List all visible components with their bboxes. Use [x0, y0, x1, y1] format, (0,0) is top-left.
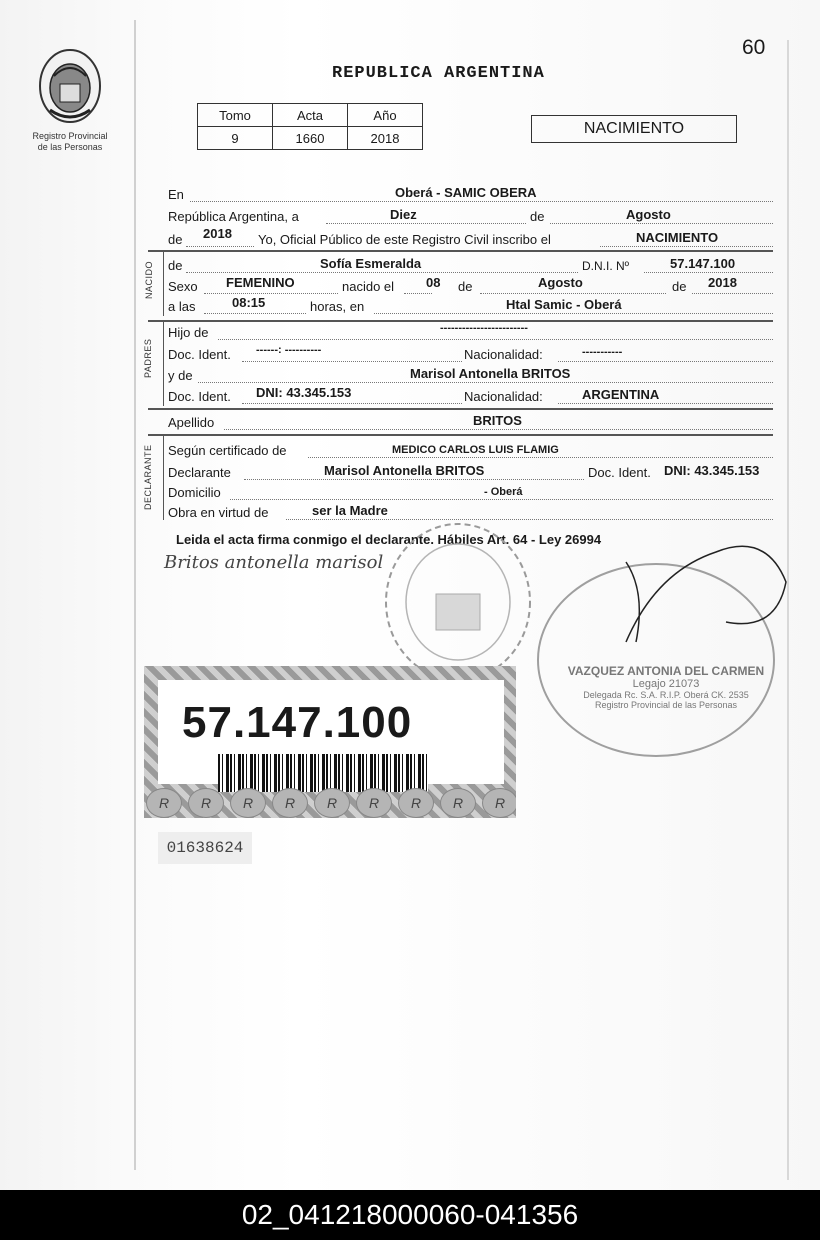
security-coin-icon: R: [188, 788, 224, 818]
dotted-leader: [558, 361, 773, 362]
label-obra: Obra en virtud de: [168, 505, 269, 520]
dotted-leader: [326, 223, 526, 224]
label-hora: a las: [168, 299, 196, 314]
serial-number: 01638624: [158, 832, 252, 864]
security-coin-icon: R: [314, 788, 350, 818]
label-nac1: Nacionalidad:: [464, 347, 543, 362]
label-sexo: Sexo: [168, 279, 198, 294]
bracket-padres: [163, 322, 164, 406]
official-stamp-legajo: Legajo 21073: [632, 678, 700, 690]
label-nac2: Nacionalidad:: [464, 389, 543, 404]
security-coin-icon: R: [440, 788, 476, 818]
section-label-padres: PADRES: [143, 338, 153, 378]
value-doc1: ------: ----------: [256, 344, 322, 356]
record-table-value-acta: 1660: [273, 127, 348, 150]
section-label-declarante: DECLARANTE: [143, 444, 153, 510]
record-table: [197, 103, 423, 150]
label-doc2: Doc. Ident.: [168, 389, 231, 404]
label-yde: y de: [168, 368, 193, 383]
value-day: Diez: [390, 207, 417, 222]
value-month: Agosto: [626, 207, 671, 222]
line-certificado: [168, 438, 773, 460]
line-doc2: [168, 384, 773, 406]
record-table-header-acta: Acta: [273, 104, 348, 127]
record-table-value-anio: 2018: [348, 127, 423, 150]
value-dni: 57.147.100: [670, 256, 736, 271]
label-de-name: de: [168, 258, 183, 273]
label-declarante: Declarante: [168, 465, 231, 480]
page-title: REPUBLICA ARGENTINA: [332, 64, 545, 83]
label-certificado: Según certificado de: [168, 443, 287, 458]
security-coin-icon: R: [398, 788, 434, 818]
value-doc2: DNI: 43.345.153: [256, 385, 352, 400]
official-stamp-role: Delegada Rc. S.A. R.I.P. Oberá CK. 2535: [583, 690, 749, 700]
label-nacido: nacido el: [342, 279, 395, 294]
line-sexo: [168, 274, 773, 296]
dotted-leader: [186, 246, 254, 247]
label-apellido: Apellido: [168, 415, 215, 430]
value-act: NACIMIENTO: [636, 230, 719, 245]
line-hijo: [168, 320, 773, 342]
security-pattern: [144, 788, 516, 818]
value-decl-doc: DNI: 43.345.153: [664, 463, 760, 478]
security-coin-icon: R: [230, 788, 266, 818]
logo-caption-line2: de las Personas: [37, 142, 103, 152]
security-coin-icon: R: [272, 788, 308, 818]
label-dni: D.N.I. Nº: [582, 259, 630, 273]
barcode-bars-icon: [218, 754, 428, 792]
label-republica: República Argentina, a: [168, 209, 299, 224]
line-year: [168, 227, 773, 249]
dotted-leader: [204, 313, 306, 314]
dotted-leader: [308, 457, 773, 458]
label-de-birth: de: [458, 279, 473, 294]
record-table-value-tomo: 9: [198, 127, 273, 150]
value-sexo: FEMENINO: [226, 275, 295, 290]
dotted-leader: [558, 403, 773, 404]
official-stamp: [556, 664, 776, 710]
label-en: En: [168, 187, 184, 202]
value-hijo: ------------------------: [440, 322, 528, 334]
official-stamp-registry: Registro Provincial de las Personas: [594, 700, 738, 710]
section-divider-nacido: [148, 250, 773, 252]
dotted-leader: [186, 272, 578, 273]
label-yo: Yo, Oficial Público de este Registro Civil inscribo el: [258, 232, 551, 247]
record-table-header-anio: Año: [348, 104, 423, 127]
dotted-leader: [600, 246, 773, 247]
record-table-header-tomo: Tomo: [198, 104, 273, 127]
provincial-seal-icon: [36, 46, 104, 126]
left-margin-rule: [134, 20, 136, 1170]
official-stamp-name: VAZQUEZ ANTONIA DEL CARMEN: [567, 664, 765, 678]
line-en: [168, 182, 773, 204]
value-obra: ser la Madre: [312, 503, 388, 518]
dotted-leader: [198, 382, 773, 383]
value-year: 2018: [203, 226, 232, 241]
value-madre: Marisol Antonella BRITOS: [410, 366, 571, 381]
value-en: Oberá - SAMIC OBERA: [395, 185, 537, 200]
label-horas-en: horas, en: [310, 299, 365, 314]
value-domicilio: - Oberá: [484, 486, 523, 498]
label-decl-doc: Doc. Ident.: [588, 465, 651, 480]
line-republica: [168, 204, 773, 226]
line-hora: [168, 294, 773, 316]
record-table-header-row: [198, 104, 423, 127]
dotted-leader: [242, 403, 462, 404]
reading-statement: Leida el acta firma conmigo el declarante. Hábiles Art. 64 - Ley 26994: [176, 532, 602, 547]
label-domicilio: Domicilio: [168, 485, 221, 500]
line-doc1: [168, 342, 773, 364]
security-coin-icon: R: [356, 788, 392, 818]
value-birth-day: 08: [426, 275, 441, 290]
dotted-leader: [218, 339, 773, 340]
dotted-leader: [224, 429, 773, 430]
section-divider-declarante: [148, 434, 773, 436]
dotted-leader: [242, 361, 462, 362]
logo-caption: [15, 131, 125, 153]
bracket-declarante: [163, 436, 164, 520]
barcode-panel: [158, 680, 504, 784]
line-apellido: [168, 410, 773, 432]
value-lugar: Htal Samic - Oberá: [506, 297, 622, 312]
label-de: de: [530, 209, 545, 224]
declarant-signature: Britos antonella marisol: [164, 552, 384, 573]
value-name: Sofía Esmeralda: [320, 256, 422, 271]
official-signature-icon: [536, 492, 792, 760]
footer-document-id: 02_041218000060-041356: [241, 1199, 579, 1230]
bracket-nacido: [163, 252, 164, 316]
security-coin-icon: R: [146, 788, 182, 818]
logo-caption-line1: Registro Provincial: [32, 131, 108, 141]
line-yde: [168, 363, 773, 385]
dotted-leader: [374, 313, 773, 314]
value-birth-year: 2018: [708, 275, 737, 290]
value-declarante: Marisol Antonella BRITOS: [324, 463, 485, 478]
value-hora: 08:15: [232, 295, 266, 310]
section-label-nacido: NACIDO: [144, 260, 154, 299]
label-hijo: Hijo de: [168, 325, 209, 340]
barcode-number: 57.147.100: [182, 698, 413, 747]
value-certificado: MEDICO CARLOS LUIS FLAMIG: [392, 444, 559, 456]
registry-stamp-icon: [378, 516, 538, 686]
value-birth-month: Agosto: [538, 275, 583, 290]
dotted-leader: [644, 272, 773, 273]
barcode-label: [144, 666, 516, 818]
dotted-leader: [190, 201, 773, 202]
record-table-value-row: [198, 127, 423, 150]
security-coin-icon: R: [482, 788, 516, 818]
act-type-box: NACIMIENTO: [531, 115, 737, 143]
line-name: [168, 253, 773, 275]
value-nac1: -----------: [582, 346, 623, 358]
label-doc1: Doc. Ident.: [168, 347, 231, 362]
page-number: 60: [742, 36, 766, 59]
dotted-leader: [550, 223, 773, 224]
value-apellido: BRITOS: [473, 413, 522, 428]
line-declarante: [168, 460, 773, 482]
value-nac2: ARGENTINA: [582, 387, 660, 402]
label-de-birth2: de: [672, 279, 687, 294]
label-de-year: de: [168, 232, 183, 247]
